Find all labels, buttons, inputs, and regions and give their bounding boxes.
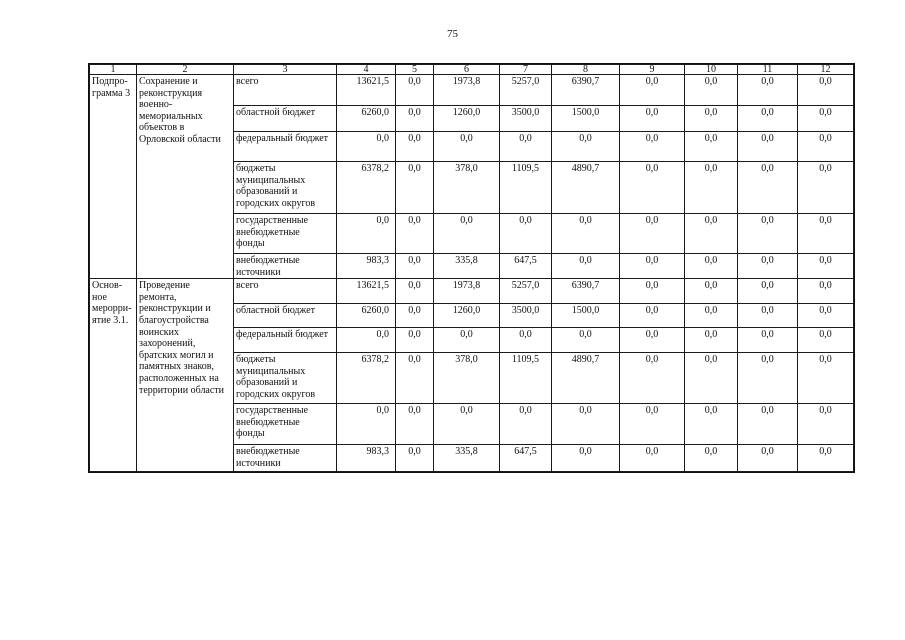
value-cell: 647,5 [500, 254, 552, 279]
header-cell: 4 [337, 65, 396, 75]
item-code-cell: Подпро- грамма 3 [90, 75, 137, 279]
value-cell: 0,0 [685, 279, 738, 304]
value-cell: 0,0 [620, 279, 685, 304]
value-cell: 0,0 [738, 445, 798, 472]
funding-source-cell: всего [234, 75, 337, 106]
value-cell: 3500,0 [500, 304, 552, 328]
value-cell: 0,0 [552, 445, 620, 472]
value-cell: 5257,0 [500, 75, 552, 106]
value-cell: 0,0 [685, 162, 738, 214]
value-cell: 0,0 [738, 304, 798, 328]
header-row [90, 65, 854, 75]
value-cell: 1500,0 [552, 106, 620, 132]
value-cell: 0,0 [396, 254, 434, 279]
value-cell: 0,0 [685, 353, 738, 404]
value-cell: 0,0 [620, 404, 685, 445]
value-cell: 0,0 [685, 75, 738, 106]
value-cell: 5257,0 [500, 279, 552, 304]
value-cell: 0,0 [738, 353, 798, 404]
funding-source-cell: государственные внебюджетные фонды [234, 404, 337, 445]
table-row [90, 279, 854, 304]
value-cell: 0,0 [396, 106, 434, 132]
value-cell: 6390,7 [552, 75, 620, 106]
header-cell: 12 [798, 65, 854, 75]
value-cell: 6260,0 [337, 106, 396, 132]
value-cell: 0,0 [552, 328, 620, 353]
value-cell: 0,0 [620, 445, 685, 472]
value-cell: 0,0 [798, 75, 854, 106]
header-cell: 2 [137, 65, 234, 75]
header-cell: 6 [434, 65, 500, 75]
value-cell: 0,0 [552, 132, 620, 162]
value-cell: 378,0 [434, 353, 500, 404]
value-cell: 0,0 [396, 353, 434, 404]
value-cell: 0,0 [798, 304, 854, 328]
value-cell: 0,0 [738, 106, 798, 132]
value-cell: 0,0 [685, 106, 738, 132]
funding-source-cell: всего [234, 279, 337, 304]
value-cell: 0,0 [337, 214, 396, 254]
header-cell: 8 [552, 65, 620, 75]
value-cell: 0,0 [620, 75, 685, 106]
value-cell: 1973,8 [434, 75, 500, 106]
value-cell: 0,0 [798, 106, 854, 132]
header-cell: 5 [396, 65, 434, 75]
funding-source-cell: областной бюджет [234, 106, 337, 132]
value-cell: 0,0 [396, 404, 434, 445]
funding-source-cell: бюджеты муниципальных образований и городских округов [234, 353, 337, 404]
value-cell: 0,0 [798, 404, 854, 445]
value-cell: 0,0 [396, 304, 434, 328]
value-cell: 0,0 [337, 404, 396, 445]
value-cell: 1260,0 [434, 304, 500, 328]
value-cell: 335,8 [434, 445, 500, 472]
value-cell: 0,0 [396, 445, 434, 472]
value-cell: 0,0 [798, 214, 854, 254]
value-cell: 0,0 [685, 214, 738, 254]
funding-source-cell: бюджеты муниципальных образований и городских округов [234, 162, 337, 214]
value-cell: 0,0 [738, 132, 798, 162]
item-code-cell: Основ- ное мероpри- ятие 3.1. [90, 279, 137, 472]
value-cell: 0,0 [500, 132, 552, 162]
item-name-cell: Проведение ремонта, реконструкции и благоустройства воинских захоронений, братских могил и памятных знаков, расположенных на территории области [137, 279, 234, 472]
value-cell: 0,0 [552, 404, 620, 445]
header-cell: 10 [685, 65, 738, 75]
value-cell: 0,0 [738, 162, 798, 214]
value-cell: 0,0 [620, 328, 685, 353]
page-number: 75 [447, 28, 458, 40]
value-cell: 0,0 [396, 162, 434, 214]
value-cell: 0,0 [738, 75, 798, 106]
value-cell: 0,0 [434, 132, 500, 162]
value-cell: 6378,2 [337, 353, 396, 404]
header-cell: 11 [738, 65, 798, 75]
value-cell: 1500,0 [552, 304, 620, 328]
value-cell: 0,0 [798, 162, 854, 214]
value-cell: 1260,0 [434, 106, 500, 132]
value-cell: 0,0 [738, 214, 798, 254]
value-cell: 0,0 [685, 445, 738, 472]
value-cell: 1973,8 [434, 279, 500, 304]
value-cell: 1109,5 [500, 353, 552, 404]
value-cell: 3500,0 [500, 106, 552, 132]
value-cell: 6260,0 [337, 304, 396, 328]
budget-table [89, 64, 854, 472]
value-cell: 0,0 [738, 404, 798, 445]
value-cell: 0,0 [738, 328, 798, 353]
funding-source-cell: федеральный бюджет [234, 328, 337, 353]
value-cell: 0,0 [685, 328, 738, 353]
value-cell: 0,0 [620, 353, 685, 404]
value-cell: 0,0 [620, 132, 685, 162]
value-cell: 647,5 [500, 445, 552, 472]
value-cell: 0,0 [396, 328, 434, 353]
value-cell: 0,0 [798, 445, 854, 472]
value-cell: 983,3 [337, 445, 396, 472]
header-cell: 3 [234, 65, 337, 75]
value-cell: 0,0 [500, 214, 552, 254]
value-cell: 0,0 [798, 279, 854, 304]
value-cell: 0,0 [434, 404, 500, 445]
value-cell: 0,0 [738, 254, 798, 279]
value-cell: 0,0 [396, 132, 434, 162]
funding-source-cell: государственные внебюджетные фонды [234, 214, 337, 254]
value-cell: 13621,5 [337, 279, 396, 304]
value-cell: 0,0 [620, 254, 685, 279]
value-cell: 0,0 [552, 214, 620, 254]
table-row [90, 75, 854, 106]
value-cell: 983,3 [337, 254, 396, 279]
header-cell: 7 [500, 65, 552, 75]
value-cell: 0,0 [685, 254, 738, 279]
header-cell: 1 [90, 65, 137, 75]
value-cell: 0,0 [396, 75, 434, 106]
value-cell: 6390,7 [552, 279, 620, 304]
value-cell: 0,0 [798, 353, 854, 404]
value-cell: 0,0 [620, 106, 685, 132]
funding-source-cell: федеральный бюджет [234, 132, 337, 162]
value-cell: 4890,7 [552, 353, 620, 404]
value-cell: 335,8 [434, 254, 500, 279]
value-cell: 0,0 [685, 304, 738, 328]
value-cell: 6378,2 [337, 162, 396, 214]
value-cell: 0,0 [396, 214, 434, 254]
funding-source-cell: областной бюджет [234, 304, 337, 328]
value-cell: 0,0 [337, 132, 396, 162]
value-cell: 0,0 [798, 254, 854, 279]
value-cell: 13621,5 [337, 75, 396, 106]
item-name-cell: Сохранение и реконструкция военно- мемориальных объектов в Орловской области [137, 75, 234, 279]
value-cell: 0,0 [620, 162, 685, 214]
funding-source-cell: внебюджетные источники [234, 254, 337, 279]
value-cell: 0,0 [798, 132, 854, 162]
value-cell: 0,0 [685, 132, 738, 162]
header-cell: 9 [620, 65, 685, 75]
value-cell: 0,0 [620, 214, 685, 254]
value-cell: 0,0 [434, 214, 500, 254]
value-cell: 0,0 [396, 279, 434, 304]
value-cell: 0,0 [500, 328, 552, 353]
value-cell: 0,0 [434, 328, 500, 353]
value-cell: 0,0 [500, 404, 552, 445]
value-cell: 4890,7 [552, 162, 620, 214]
value-cell: 0,0 [798, 328, 854, 353]
funding-source-cell: внебюджетные источники [234, 445, 337, 472]
value-cell: 0,0 [552, 254, 620, 279]
value-cell: 0,0 [738, 279, 798, 304]
value-cell: 378,0 [434, 162, 500, 214]
value-cell: 0,0 [685, 404, 738, 445]
value-cell: 0,0 [620, 304, 685, 328]
value-cell: 0,0 [337, 328, 396, 353]
value-cell: 1109,5 [500, 162, 552, 214]
